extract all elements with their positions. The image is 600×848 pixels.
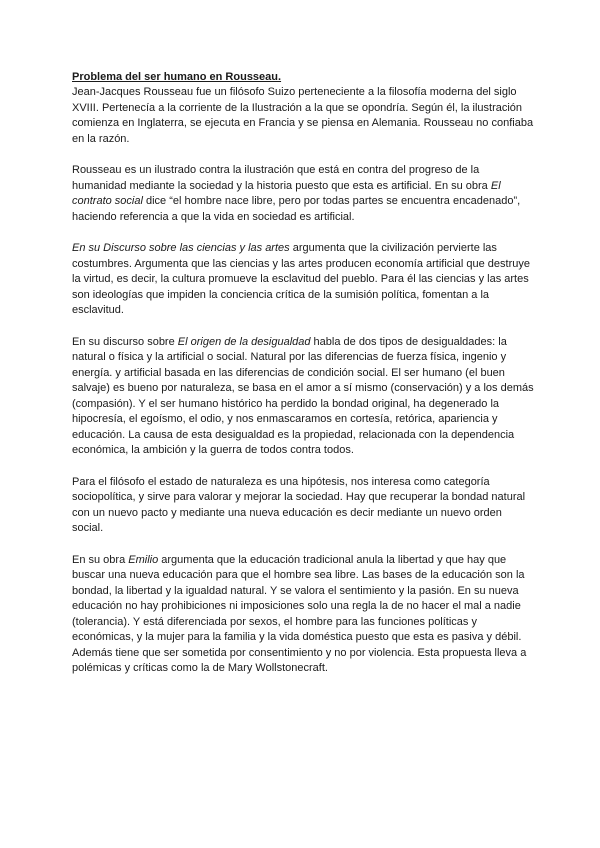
- paragraph-text: En su discurso sobre: [72, 335, 178, 348]
- work-title-italic: En su Discurso sobre las ciencias y las artes: [72, 242, 290, 254]
- work-title-italic: Emilio: [128, 553, 159, 566]
- paragraph-discurso-ciencias: [72, 241, 534, 319]
- work-title-italic: El origen de la desigualdad: [177, 335, 311, 348]
- paragraph-text: argumenta que la civilización pervierte las costumbres. Argumenta que las ciencias y las artes producen economía artificial que destruye la virtud, es decir, la cultura promueve la esclavitud del pueblo. Para él las ciencias y las artes son ideologías que impiden la conciencia crítica de la sumisión política, fomentan a la esclavitud.: [72, 242, 530, 316]
- paragraph-emilio: [72, 553, 534, 677]
- paragraph-intro: [72, 85, 534, 147]
- paragraph-contrato-social: [72, 163, 534, 225]
- document-title: Problema del ser humano en Rousseau.: [72, 71, 282, 83]
- paragraph-origen-desigualdad: [72, 335, 534, 459]
- paragraph-text: Para el filósofo el estado de naturaleza es una hipótesis, nos interesa como categoría sociopolítica, y sirve para valorar y mejorar la sociedad. Hay que recuperar la bondad natural con un nuevo pacto y mediante una nueva educación es decir mediante un nuevo orden social.: [72, 475, 526, 534]
- paragraph-text: Rousseau es un ilustrado contra la ilustración que está en contra del progreso de la humanidad mediante la sociedad y la historia puesto que esta es artificial. En su obra: [72, 164, 491, 192]
- paragraph-text: dice “el hombre nace libre, pero por todas partes se encuentra encadenado”, haciendo referencia a que la vida en sociedad es artificial.: [72, 195, 521, 223]
- work-title-italic: El contrato social: [72, 179, 501, 207]
- paragraph-intro-text: Jean-Jacques Rousseau fue un filósofo Suizo perteneciente a la filosofía moderna del siglo XVIII. Pertenecía a la corriente de la Ilustración a la que se opondría. Según él, la ilustración comienza en Inglaterra, se ejecuta en Francia y se piensa en Alemania. Rousseau no confiaba en la razón.: [72, 86, 534, 145]
- paragraph-estado-naturaleza: [72, 475, 534, 537]
- paragraph-text: En su obra: [72, 553, 129, 566]
- paragraph-text: habla de dos tipos de desigualdades: la natural o física y la artificial o social. Natural por las diferencias de fuerza física, ingenio y energía. y artificial basada en las diferencias de condición social. El ser humano (el buen salvaje) es bueno por naturaleza, se basa en el amor a sí mismo (conservación) y a los demás (compasión). Y el ser humano histórico ha perdido la bondad original, ha degenerado la hipocresía, el egoísmo, el odio, y nos enmascaramos en cortesía, retórica, apariencia y educación. La causa de esta desigualdad es la propiedad, relacionada con la dependencia económica, la ambición y la guerra de todos contra todos.: [72, 335, 534, 456]
- paragraph-text: argumenta que la educación tradicional anula la libertad y que hay que buscar una nueva educación para que el hombre sea libre. Las bases de la educación son la bondad, la libertad y la igualdad natural. Y se valora el sentimiento y la pasión. En su nueva educación no hay prohibiciones ni imposiciones solo una regla la de no hacer el mal a nadie (tolerancia). Y está diferenciada por sexos, el hombre para las funciones políticas y económicas, y la mujer para la familia y la vida doméstica puesto que esta es pasiva y débil. Además tiene que ser sometida por consentimiento y no por violencia. Esta propuesta lleva a polémicas y críticas como la de Mary Wollstonecraft.: [72, 553, 527, 674]
